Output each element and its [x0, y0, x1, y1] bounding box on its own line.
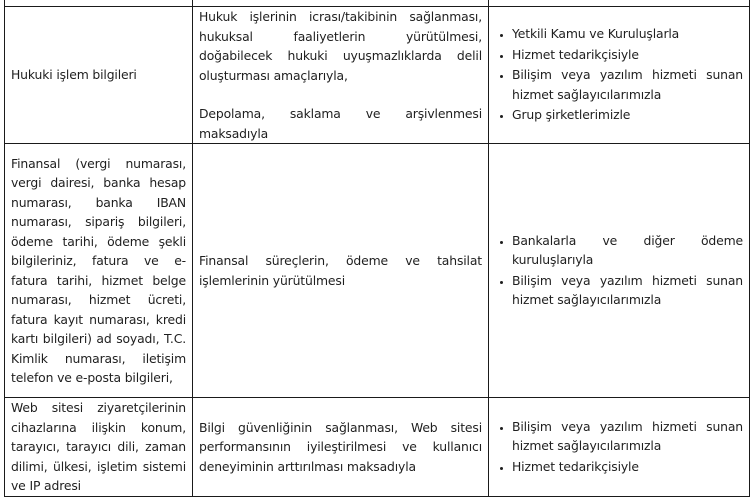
data-processing-table [4, 0, 750, 497]
purpose-text: Bilgi güvenliğinin sağlanması, Web sitesi performansının iyileştirilmesi ve kullanıcı deneyiminin arttırılması maksadıyla [199, 419, 482, 474]
recipients-cell [489, 7, 750, 144]
recipient-item: • Bilişim veya yazılım hizmeti sunan hizmet sağlayıcılarımızla [512, 271, 743, 310]
purpose-text: Hukuk işlerinin icrası/takibinin sağlanması, hukuksal faaliyetlerin yürütülmesi, doğabilecek hukuki uyuşmazlıklarda delil oluşturması amaçlarıyla, [199, 9, 482, 83]
purpose-cell [193, 398, 489, 497]
category-text: Finansal (vergi numarası, vergi dairesi, banka hesap numarası, banka IBAN numarası, sipariş bilgileri, ödeme tarihi, ödeme şekli bilgileriniz, fatura ve e-fatura tarihi, hizmet belge numarası, hizmet ücreti, fatura kayıt numarası, kredi kartı bilgileri) ad soyadı, T.C. Kimlik numarası, iletişim telefon ve e-posta bilgileri, [11, 155, 186, 385]
purpose-text: Depolama, saklama ve arşivlenmesi maksadıyla [199, 106, 482, 141]
purpose-cell [193, 7, 489, 144]
recipients-cell [489, 144, 750, 398]
category-text: Hukuki işlem bilgileri [11, 67, 137, 83]
recipient-item: • Hizmet tedarikçisiyle [512, 45, 743, 65]
category-text: Web sitesi ziyaretçilerinin cihazlarına ilişkin konum, tarayıcı, tarayıcı dili, zaman dilimi, ülkesi, işletim sistemi ve IP adresi [11, 400, 186, 494]
recipient-item: • Bilişim veya yazılım hizmeti sunan hizmet sağlayıcılarımızla [512, 417, 743, 456]
recipient-item: • Grup şirketlerimizle [512, 105, 743, 125]
recipient-item: • Hizmet tedarikçisiyle [512, 457, 743, 477]
recipient-item: • Bankalarla ve diğer ödeme kuruluşlarıyla [512, 231, 743, 270]
recipients-list [495, 24, 743, 125]
recipients-cell [489, 398, 750, 497]
recipient-item: • Bilişim veya yazılım hizmeti sunan hizmet sağlayıcılarımızla [512, 65, 743, 104]
category-cell [5, 7, 193, 144]
table-row [5, 144, 750, 398]
recipients-list [495, 417, 743, 477]
table-row [5, 398, 750, 497]
purpose-cell [193, 144, 489, 398]
category-cell [5, 398, 193, 497]
table-row [5, 7, 750, 144]
category-cell [5, 144, 193, 398]
recipient-item: • Yetkili Kamu ve Kuruluşlarla [512, 24, 743, 44]
purpose-text: Finansal süreçlerin, ödeme ve tahsilat işlemlerinin yürütülmesi [199, 253, 482, 288]
recipients-list [495, 231, 743, 310]
